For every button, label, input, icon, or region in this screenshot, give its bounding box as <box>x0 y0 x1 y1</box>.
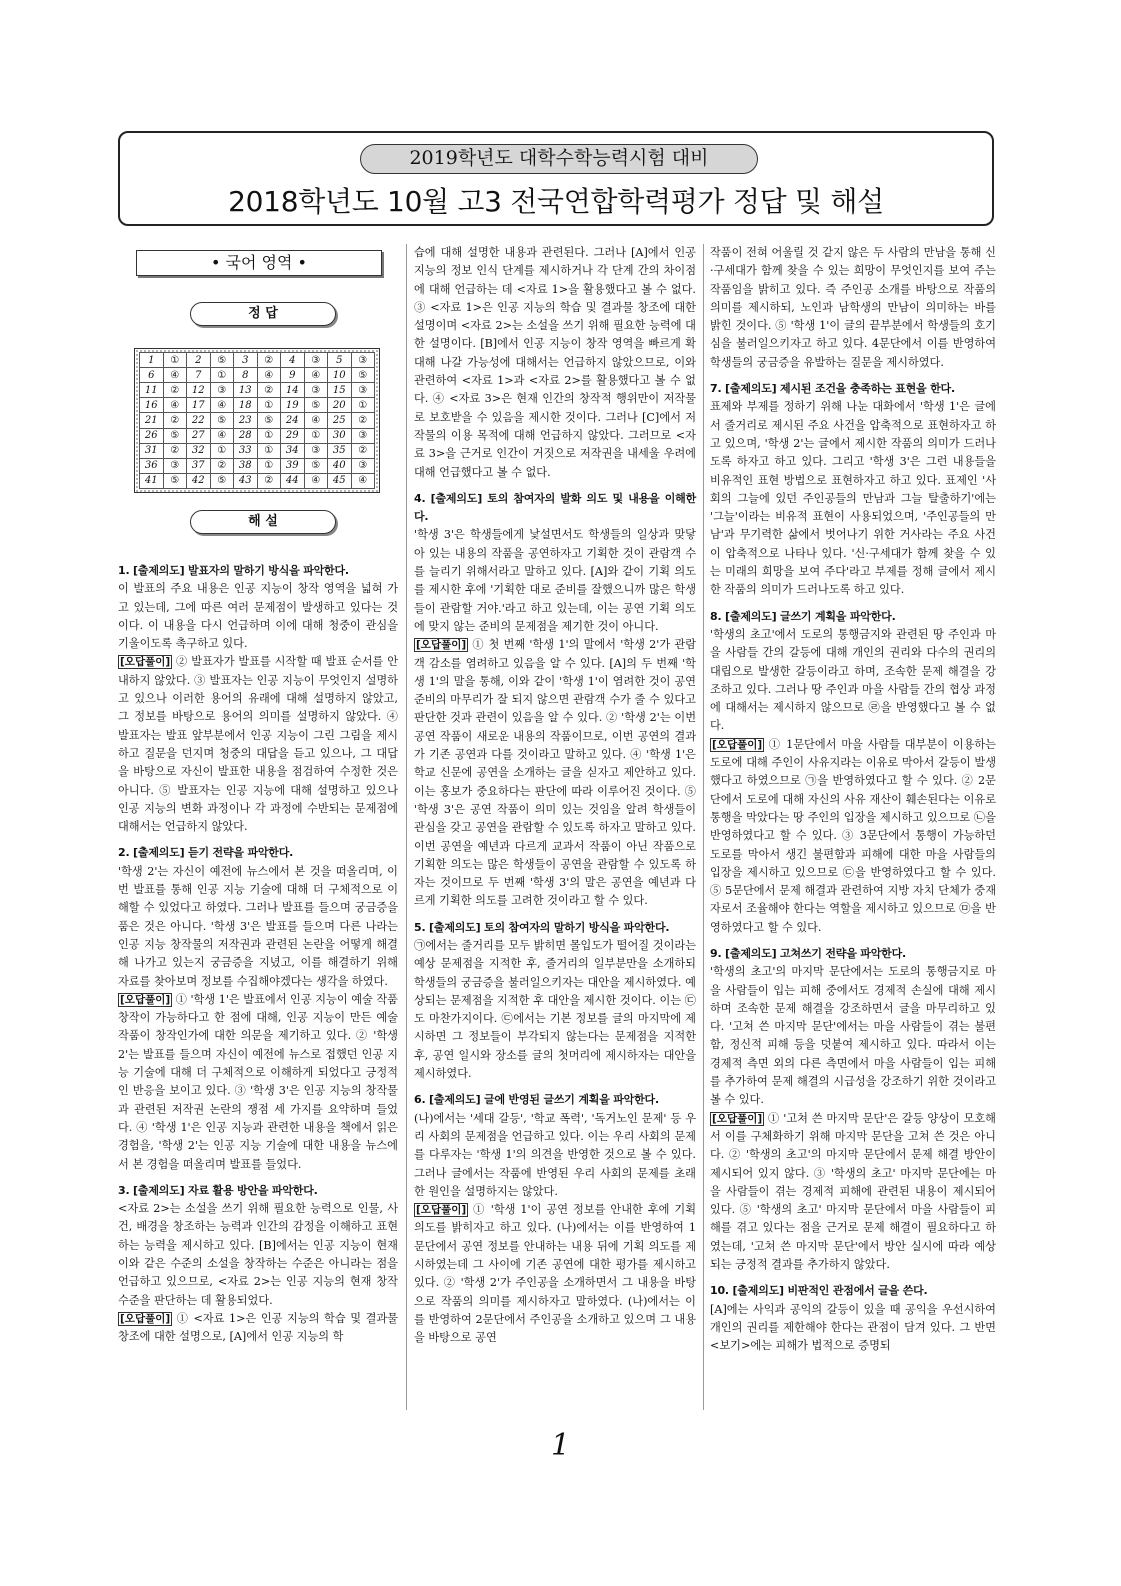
answer-choice: ④ <box>257 368 281 383</box>
answer-choice: ① <box>257 458 281 473</box>
explain-label: 해 설 <box>190 510 336 534</box>
answer-choice: ① <box>304 428 328 443</box>
answer-choice: ③ <box>351 383 375 398</box>
answer-choice: ② <box>163 383 187 398</box>
explanation-paragraph: 표제와 부제를 정하기 위해 나눈 대화에서 '학생 1'은 글에서 줄거리로 제시된 주요 사건을 압축적으로 표현하자고 하고 있으며, '학생 2'는 글에서 제시한 작품의 의미가 드러나도록 하자고 하고 있다. 그리고 '학생 3'은 그런 내용들을 비유적인 표현 방법으로 표현하자고 하고 있다. 표제인 '사회의 그늘에 있던 주인공들의 만남과 그늘 탈출하기'에는 '그늘'이라는 비유적 표현이 사용되었으며, '주인공들의 만남'과 무기력한 삶에서 벗어나기 위한 거사라는 주요 사건이 압축적으로 나타나 있다. '신·구세대가 함께 찾을 수 있는 미래의 희망을 보여 주다'라고 부제를 정해 글에서 제시한 작품의 의미가 드러나도록 하고 있다. <box>710 400 996 597</box>
question-number: 7 <box>187 368 211 383</box>
answer-choice: ① <box>257 398 281 413</box>
answer-choice: ② <box>257 353 281 368</box>
answer-choice: ⑤ <box>163 473 187 488</box>
answer-choice: ⑤ <box>210 413 234 428</box>
answer-choice: ① <box>351 398 375 413</box>
answer-choice: ① <box>257 428 281 443</box>
answer-choice: ① <box>163 353 187 368</box>
wrong-answer-tag: [오답풀이] <box>120 993 171 1006</box>
answer-choice: ② <box>210 458 234 473</box>
answer-choice: ④ <box>163 368 187 383</box>
answer-choice: ③ <box>304 383 328 398</box>
answer-choice: ① <box>257 443 281 458</box>
column-2 <box>414 244 696 1348</box>
explanation-text: ① '학생 1'이 공연 정보를 안내한 후에 기획 의도를 밝히자고 하고 있다. (나)에서는 이를 반영하여 1문단에서 공연 정보를 안내하는 내용 뒤에 기획 의도를 제시하였는데 그 사이에 기존 공연에 대한 평가를 제시하고 있다. ② '학생 2'가 주인공을 소개하면서 그 내용을 바탕으로 작품의 의미를 제시하자고 말하였다. (나)에서는 이를 반영하여 2문단에서 주인공을 소개하고 있으며 그 내용을 바탕으로 공연 <box>414 1203 696 1345</box>
answer-choice: ④ <box>163 398 187 413</box>
answer-choice: ⑤ <box>257 413 281 428</box>
question-heading: 8. [출제의도] 글쓰기 계획을 파악한다. <box>710 609 896 623</box>
answer-row <box>140 458 375 473</box>
answer-choice: ② <box>257 383 281 398</box>
explanation-paragraph: 작품이 전혀 어울릴 것 같지 않은 두 사람의 만남을 통해 신·구세대가 함께 찾을 수 있는 희망이 무엇인지를 보여 주는 작품임을 밝히고 있다. 즉 주인공 소개를 바탕으로 작품의 의미를 제시하되, 노인과 남학생의 만남이 의미하는 바를 밝힌 것이다. ⑤ '학생 1'이 글의 끝부분에서 학생들의 호기심을 불러일으키자고 하고 있다. 4문단에서 이를 반영하여 학생들의 궁금증을 유발하는 질문을 제시하였다. <box>710 246 996 369</box>
column-3 <box>710 244 996 1356</box>
answer-choice: ④ <box>351 473 375 488</box>
question-number: 17 <box>187 398 211 413</box>
answer-choice: ① <box>210 443 234 458</box>
question-heading: 10. [출제의도] 비판적인 관점에서 글을 쓴다. <box>710 1284 928 1298</box>
answer-choice: ④ <box>210 428 234 443</box>
answer-row <box>140 353 375 368</box>
question-number: 29 <box>281 428 305 443</box>
explanation-text: ① 첫 번째 '학생 1'의 말에서 '학생 2'가 관람객 감소를 염려하고 있음을 알 수 있다. [A]의 두 번째 '학생 1'의 말을 통해, 이와 같이 '학생 1'이 염려한 것이 공연 준비의 마무리가 잘 되지 않으면 관람객 수가 줄 수 있다고 판단한 것과 관련이 있음을 알 수 있다. ② '학생 2'는 이번 공연 작품이 새로운 내용의 작품이므로, 이번 공연의 결과가 기존 공연과 다를 것이라고 말하고 있다. ④ '학생 1'은 학교 신문에 공연을 소개하는 글을 싣자고 제안하고 있다. 이는 홍보가 중요하다는 판단에 따라 이루어진 것이다. ⑤ '학생 3'은 공연 작품이 의미 있는 것임을 알려 학생들이 관심을 갖고 공연을 관람할 수 있도록 하자고 말하고 있다. 이번 공연을 예년과 다르게 교과서 작품이 아닌 작품으로 기획한 의도는 많은 학생들이 공연을 관람할 수 있도록 하자는 것이므로 두 번째 '학생 3'의 말은 공연을 예년과 다르게 기획한 의도를 고려한 것이라고 할 수 있다. <box>414 638 696 908</box>
answer-choice: ③ <box>210 383 234 398</box>
answer-row <box>140 383 375 398</box>
wrong-answer-explanation <box>414 636 696 910</box>
wrong-answer-tag: [오답풀이] <box>120 1312 171 1325</box>
question-number: 45 <box>328 473 352 488</box>
answer-key-table <box>139 352 375 489</box>
explanation-paragraph: [A]에는 사익과 공익의 갈등이 있을 때 공익을 우선시하여 개인의 권리를 제한해야 한다는 관점이 담겨 있다. 그 반면 <보기>에는 피해가 법적으로 증명되 <box>710 1302 996 1353</box>
wrong-answer-tag: [오답풀이] <box>712 738 763 751</box>
answer-key-box <box>134 348 380 493</box>
answer-choice: ② <box>163 413 187 428</box>
answer-row <box>140 413 375 428</box>
question-number: 30 <box>328 428 352 443</box>
explanation-text: ① <자료 1>은 인공 지능의 학습 및 결과물 창조에 대한 설명으로, [A]에서 인공 지능의 학 <box>118 1311 398 1344</box>
explanation-text: ① '학생 1'은 발표에서 인공 지능이 예술 작품 창작이 가능하다고 한 점에 대해, 인공 지능이 만든 예술 작품이 창작인가에 대한 의문을 제기하고 있다. ② '학생 2'는 발표를 들으며 자신이 예전에 뉴스로 접했던 인공 지능 기술에 대해 더 구체적으로 이해하게 되었다고 긍정적인 반응을 보이고 있다. ③ '학생 3'은 인공 지능의 창작물과 관련된 저작권 논란의 쟁점 세 가지를 요약하며 들었다. ④ '학생 1'은 인공 지능과 관련한 내용을 책에서 읽은 경험을, '학생 2'는 인공 지능 기술에 대한 내용을 뉴스에서 본 경험을 떠올리며 발표를 들었다. <box>118 992 398 1171</box>
question-number: 41 <box>140 473 164 488</box>
question-number: 44 <box>281 473 305 488</box>
answer-row <box>140 428 375 443</box>
explanation-paragraph: '학생 3'은 학생들에게 낯설면서도 학생들의 일상과 맞닿아 있는 내용의 작품을 공연하자고 기획한 것이 관람객 수를 늘리기 위해서라고 말하고 있다. [A]와 같이 기획 의도를 제시한 후에 '기획한 대로 준비를 잘했으니까 많은 학생들이 관람할 거야.'라고 하고 있는데, 이는 공연 기획 의도에 맞지 않는 준비의 문제점을 제기한 것이 아니다. <box>414 528 696 633</box>
answer-choice: ② <box>351 443 375 458</box>
answer-choice: ⑤ <box>210 473 234 488</box>
answer-row <box>140 443 375 458</box>
explanation-paragraph: 이 발표의 주요 내용은 인공 지능이 창작 영역을 넓혀 가고 있는데, 그에 따른 여러 문제점이 발생하고 있다는 것이다. 이 내용을 다시 언급하며 이에 대해 청중이 관심을 기울이도록 촉구하고 있다. <box>118 582 398 651</box>
question-heading: 4. [출제의도] 토의 참여자의 발화 의도 및 내용을 이해한다. <box>414 491 696 524</box>
explanation-paragraph: (나)에서는 '세대 갈등', '학교 폭력', '독거노인 문제' 등 우리 사회의 문제점을 언급하고 있다. 이는 우리 사회의 문제를 다루자는 '학생 1'의 의견을 반영한 것으로 볼 수 있다. 그러나 글에서는 작품에 반영된 우리 사회의 문제를 초래한 원인을 설명하지는 않았다. <box>414 1111 696 1198</box>
question-number: 23 <box>234 413 258 428</box>
question-number: 9 <box>281 368 305 383</box>
question-heading: 5. [출제의도] 토의 참여자의 말하기 방식을 파악한다. <box>414 920 670 934</box>
explanation-text: ② 발표자가 발표를 시작할 때 발표 순서를 안내하지 않았다. ③ 발표자는 인공 지능이 무엇인지 설명하고 있으나 이러한 용어의 유래에 대해 설명하지 않았고, 그 정보를 바탕으로 용어의 의미를 설명하지 않았다. ④ 발표자는 발표 앞부분에서 인공 지능이 그린 그림을 제시하고 질문을 던지며 청중의 대답을 듣고 있으나, 그 대답을 바탕으로 자신이 발표한 내용을 점검하여 수정한 것은 아니다. ⑤ 발표자는 인공 지능에 대해 설명하고 있으나 인공 지능의 변화 과정이나 각 과정에 수반되는 문제점에 대해서는 언급하지 않았다. <box>118 655 398 834</box>
question-number: 14 <box>281 383 305 398</box>
column-1-text <box>118 562 398 1346</box>
wrong-answer-explanation <box>710 1110 996 1275</box>
answer-choice: ③ <box>351 428 375 443</box>
answer-row <box>140 398 375 413</box>
question-number: 16 <box>140 398 164 413</box>
answer-choice: ⑤ <box>304 458 328 473</box>
header-box <box>118 131 994 226</box>
question-number: 3 <box>234 353 258 368</box>
explanation-paragraph: '학생의 초고'의 마지막 문단에서는 도로의 통행금지로 마을 사람들이 입는 피해 중에서도 경제적 손실에 대해 제시하며 조속한 문제 해결을 강조하면서 글을 마무리하고 있다. '고쳐 쓴 마지막 문단'에서는 마을 사람들이 겪는 불편함, 정신적 피해 등을 덧붙여 제시하고 있다. 따라서 이는 경제적 측면 외의 다른 측면에서 마을 사람들이 입는 피해를 추가하여 문제 해결의 시급성을 강조하기 위한 것이라고 볼 수 있다. <box>710 965 996 1107</box>
answer-choice: ④ <box>304 473 328 488</box>
wrong-answer-explanation <box>118 991 398 1174</box>
answer-choice: ② <box>257 473 281 488</box>
question-number: 13 <box>234 383 258 398</box>
question-number: 21 <box>140 413 164 428</box>
wrong-answer-tag: [오답풀이] <box>416 1204 467 1217</box>
wrong-answer-tag: [오답풀이] <box>416 639 467 652</box>
explanation-paragraph: ㉠에서는 줄거리를 모두 밝히면 몰입도가 떨어질 것이라는 예상 문제점을 지적한 후, 줄거리의 일부분만을 소개하되 학생들의 궁금증을 불러일으키자는 대안을 제시하였다. 예상되는 문제점을 지적한 후 대안을 제시한 것이다. 이는 ㉢도 마찬가지이다. ㉢에서는 기본 정보를 글의 마지막에 제시하면 그 정보들이 부각되지 않는다는 문제점을 지적한 후, 공연 일시와 장소를 글의 첫머리에 제시하자는 대안을 제시하였다. <box>414 938 696 1081</box>
question-number: 31 <box>140 443 164 458</box>
question-number: 40 <box>328 458 352 473</box>
wrong-answer-tag: [오답풀이] <box>120 656 171 669</box>
question-number: 39 <box>281 458 305 473</box>
explanation-paragraph: '학생 2'는 자신이 예전에 뉴스에서 본 것을 떠올리며, 이번 발표를 통해 인공 지능 기술에 대해 더 구체적으로 이해할 수 있었다고 하였다. 그러나 발표를 들으며 궁금증을 품은 것은 아니다. '학생 3'은 발표를 들으며 다른 나라는 인공 지능 창작물의 저작권과 관련된 논란을 어떻게 해결해 나가고 있는지 궁금증을 지녔고, 이를 해결하기 위해 자료를 찾아보며 정보를 수집해야겠다는 생각을 하였다. <box>118 864 398 988</box>
question-number: 24 <box>281 413 305 428</box>
question-heading: 6. [출제의도] 글에 반영된 글쓰기 계획을 파악한다. <box>414 1093 659 1107</box>
answer-choice: ⑤ <box>351 368 375 383</box>
question-number: 6 <box>140 368 164 383</box>
question-number: 5 <box>328 353 352 368</box>
question-number: 32 <box>187 443 211 458</box>
explanation-text: ① '고쳐 쓴 마지막 문단'은 갈등 양상이 모호해서 이를 구체화하기 위해 마지막 문단을 고쳐 쓴 것은 아니다. ② '학생의 초고'의 마지막 문단에서 문제 해결 방안이 제시되어 있지 않다. ③ '학생의 초고' 마지막 문단에는 마을 사람들이 겪는 경제적 피해에 관련된 내용이 제시되어 있다. ⑤ '학생의 초고' 마지막 문단에서 마을 사람들이 피해를 겪고 있다는 점을 근거로 문제 해결이 필요하다고 하였는데, '고쳐 쓴 마지막 문단'에서 방안 실시에 따라 예상되는 긍정적 결과를 추가하지 않았다. <box>710 1111 996 1272</box>
answers-label: 정 답 <box>190 302 336 326</box>
answer-choice: ③ <box>304 353 328 368</box>
question-number: 20 <box>328 398 352 413</box>
question-number: 15 <box>328 383 352 398</box>
question-number: 10 <box>328 368 352 383</box>
question-heading: 1. [출제의도] 발표자의 말하기 방식을 파악한다. <box>118 564 349 577</box>
question-heading: 2. [출제의도] 듣기 전략을 파악한다. <box>118 846 294 860</box>
answer-choice: ⑤ <box>163 428 187 443</box>
answer-choice: ③ <box>351 458 375 473</box>
question-number: 35 <box>328 443 352 458</box>
answer-choice: ② <box>351 413 375 428</box>
question-number: 19 <box>281 398 305 413</box>
wrong-answer-explanation <box>118 1310 398 1347</box>
page-number: 1 <box>550 1428 571 1463</box>
question-number: 37 <box>187 458 211 473</box>
question-number: 8 <box>234 368 258 383</box>
question-number: 28 <box>234 428 258 443</box>
question-number: 1 <box>140 353 164 368</box>
question-number: 33 <box>234 443 258 458</box>
answer-choice: ② <box>163 443 187 458</box>
answer-choice: ③ <box>304 443 328 458</box>
wrong-answer-tag: [오답풀이] <box>712 1112 763 1125</box>
question-heading: 9. [출제의도] 고쳐쓰기 전략을 파악한다. <box>710 946 906 960</box>
answer-choice: ③ <box>163 458 187 473</box>
exam-subtitle: 2019학년도 대학수학능력시험 대비 <box>360 144 758 174</box>
question-number: 36 <box>140 458 164 473</box>
answer-choice: ④ <box>210 398 234 413</box>
wrong-answer-explanation <box>710 736 996 937</box>
answer-row <box>140 473 375 488</box>
explanation-paragraph: '학생의 초고'에서 도로의 통행금지와 관련된 땅 주인과 마을 사람들 간의 갈등에 대해 개인의 권리와 다수의 권리의 대립으로 발생한 갈등이라고 하며, 조속한 문제 해결을 강조하고 있다. 그러나 땅 주인과 마을 사람들 간의 협상 과정에 대해서는 제시하지 않으므로 ㉣을 반영했다고 볼 수 없다. <box>710 627 996 733</box>
wrong-answer-explanation <box>414 1201 696 1347</box>
question-number: 11 <box>140 383 164 398</box>
question-heading: 3. [출제의도] 자료 활용 방안을 파악한다. <box>118 1183 318 1197</box>
answer-choice: ④ <box>304 413 328 428</box>
section-title: • 국어 영역 • <box>136 250 382 276</box>
question-number: 34 <box>281 443 305 458</box>
answer-choice: ⑤ <box>304 398 328 413</box>
question-number: 4 <box>281 353 305 368</box>
question-number: 38 <box>234 458 258 473</box>
explanation-paragraph: <자료 2>는 소설을 쓰기 위해 필요한 능력으로 인물, 사건, 배경을 창조하는 능력과 인간의 감정을 이해하고 표현하는 능력을 제시하고 있다. [B]에서는 인공 지능이 현재 이와 같은 수준의 소설을 창작하는 수준은 아니라는 점을 언급하고 있으므로, <자료 2>는 인공 지능의 현재 창작 수준을 판단하는 데 활용되었다. <box>118 1202 398 1307</box>
question-number: 42 <box>187 473 211 488</box>
wrong-answer-explanation <box>118 653 398 836</box>
question-number: 18 <box>234 398 258 413</box>
explanation-text: ① 1문단에서 마을 사람들 대부분이 이용하는 도로에 대해 주인이 사유지라는 이유로 막아서 갈등이 발생했다고 하였으므로 ㉠을 반영하였다고 할 수 있다. ② 2문단에서 도로에 대해 자신의 사유 재산이 훼손된다는 이유로 통행을 막았다는 땅 주인의 입장을 제시하고 있으므로 ㉡을 반영하였다고 할 수 있다. ③ 3문단에서 통행이 가능하던 도로를 막아서 생긴 불편함과 피해에 대한 마을 사람들의 입장을 제시하고 있으므로 ㉢을 반영하였다고 할 수 있다. ⑤ 5문단에서 문제 해결과 관련하여 지방 자치 단체가 중재자로서 조율해야 한다는 역할을 제시하고 있으므로 ㉤을 반영하였다고 할 수 있다. <box>710 737 996 934</box>
question-number: 2 <box>187 353 211 368</box>
answer-choice: ③ <box>351 353 375 368</box>
column-divider <box>406 244 407 1410</box>
question-number: 43 <box>234 473 258 488</box>
question-number: 22 <box>187 413 211 428</box>
answer-choice: ④ <box>304 368 328 383</box>
question-heading: 7. [출제의도] 제시된 조건을 충족하는 표현을 한다. <box>710 382 955 396</box>
question-number: 25 <box>328 413 352 428</box>
column-divider <box>703 244 704 1410</box>
question-number: 12 <box>187 383 211 398</box>
answer-choice: ⑤ <box>210 353 234 368</box>
question-number: 27 <box>187 428 211 443</box>
question-number: 26 <box>140 428 164 443</box>
explanation-paragraph: 습에 대해 설명한 내용과 관련된다. 그러나 [A]에서 인공 지능의 정보 인식 단계를 제시하거나 각 단계 간의 차이점에 대해 언급하는 데 <자료 1>을 활용했다고 볼 수 없다. ③ <자료 1>은 인공 지능의 학습 및 결과물 창조에 대한 설명이며 <자료 2>는 소설을 쓰기 위해 필요한 능력에 대한 설명이다. [B]에서 인공 지능이 창작 영역을 빠르게 확대해 나갈 가능성에 대해서는 언급하지 않았으므로, 이와 관련하여 <자료 1>과 <자료 2>를 활용했다고 볼 수 없다. ④ <자료 3>은 현재 인간의 창작적 행위만이 저작물로 보호받을 수 있음을 제시한 것이다. 그러나 [C]에서 저작물의 이용 목적에 대해 언급하지 않았다. 그러므로 <자료 3>을 근거로 인간이 거짓으로 저작권을 내세울 우려에 대해 언급했다고 볼 수 없다. <box>414 246 696 479</box>
answer-row <box>140 368 375 383</box>
answer-choice: ① <box>210 368 234 383</box>
page-title: 2018학년도 10월 고3 전국연합학력평가 정답 및 해설 <box>228 185 884 218</box>
